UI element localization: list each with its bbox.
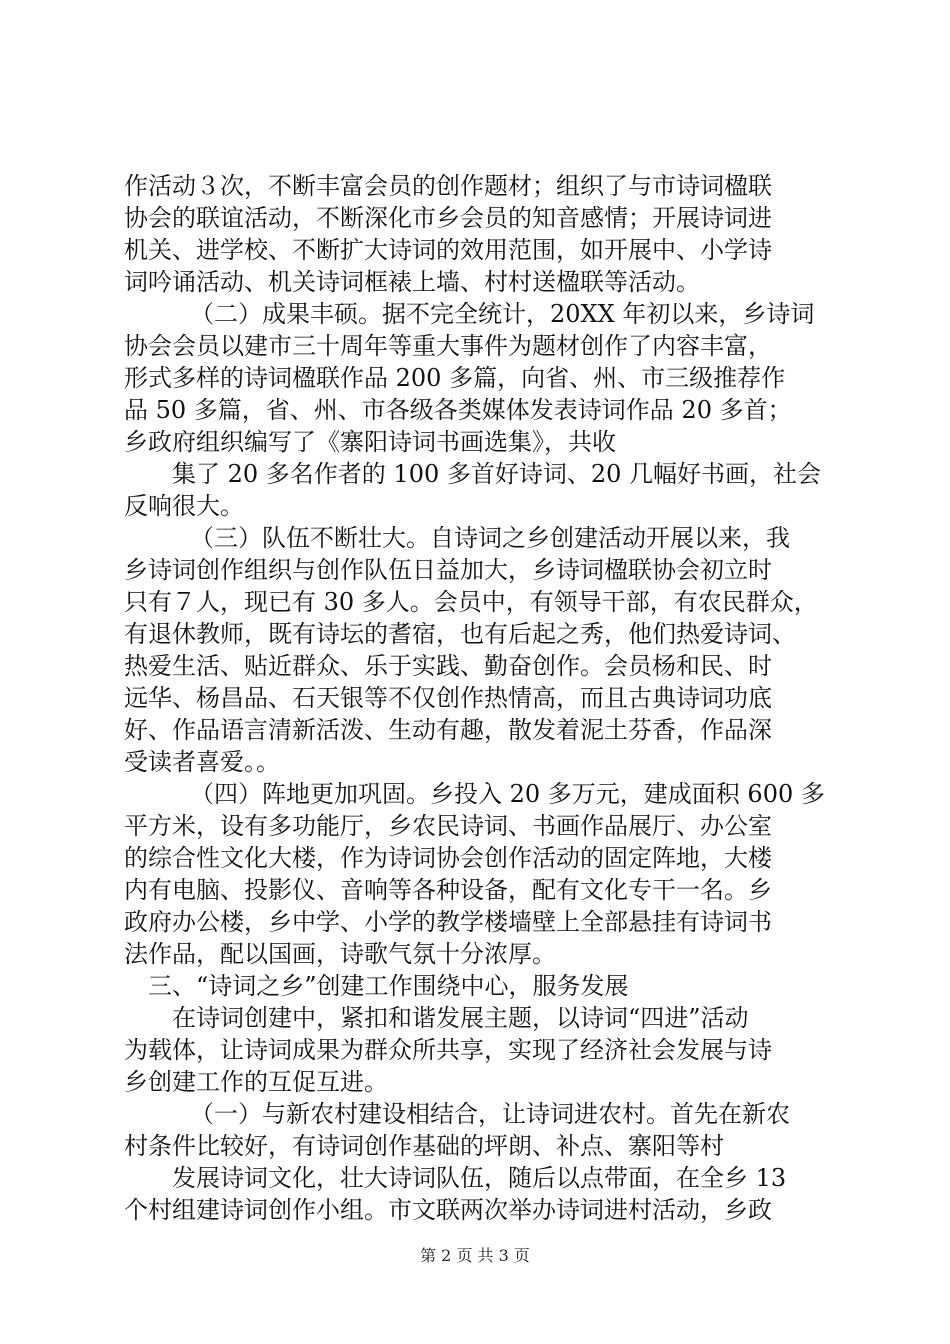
text-line: 为载体，让诗词成果为群众所共享，实现了经济社会发展与诗 [124,1036,772,1064]
text-line: 乡诗词创作组织与创作队伍日益加大，乡诗词楹联协会初立时 [124,556,772,584]
text-line: 个村组建诗词创作小组。市文联两次举办诗词进村活动，乡政 [124,1196,772,1224]
text-line: （二）成果丰硕。据不完全统计，20XX 年初以来，乡诗词 [190,300,815,328]
text-line: 机关、进学校、不断扩大诗词的效用范围，如开展中、小学诗 [124,236,772,264]
text-line: 协会会员以建市三十周年等重大事件为题材创作了内容丰富， [124,332,772,360]
text-line: 平方米，设有多功能厅，乡农民诗词、书画作品展厅、办公室 [124,812,772,840]
text-line: 品 50 多篇，省、州、市各级各类媒体发表诗词作品 20 多首； [124,396,792,424]
text-line: （三）队伍不断壮大。自诗词之乡创建活动开展以来，我 [190,524,790,552]
document-body [124,170,834,1226]
text-line: 法作品，配以国画，诗歌气氛十分浓厚。 [124,940,556,968]
text-line: 作活动３次，不断丰富会员的创作题材；组织了与市诗词楹联 [124,172,772,200]
text-line: 集了 20 多名作者的 100 多首好诗词、20 几幅好书画，社会 [172,460,822,488]
text-line: （一）与新农村建设相结合，让诗词进农村。首先在新农 [190,1100,790,1128]
text-line: （四）阵地更加巩固。乡投入 20 多万元，建成面积 600 多 [190,780,825,808]
text-line: 在诗词创建中，紧扣和谐发展主题，以诗词“四进”活动 [172,1004,749,1032]
text-line: 乡创建工作的互促互进。 [124,1068,388,1096]
text-line: 的综合性文化大楼，作为诗词协会创作活动的固定阵地，大楼 [124,844,772,872]
page-footer: 第 2 页 共 3 页 [420,1246,530,1265]
text-line: 受读者喜爱。。 [124,748,280,776]
text-line: 形式多样的诗词楹联作品 200 多篇，向省、州、市三级推荐作 [124,364,786,392]
text-line: 三、“诗词之乡”创建工作围绕中心，服务发展 [148,972,629,1000]
text-line: 协会的联谊活动，不断深化市乡会员的知音感情；开展诗词进 [124,204,772,232]
text-line: 发展诗词文化，壮大诗词队伍，随后以点带面，在全乡 13 [172,1164,787,1192]
text-line: 远华、杨昌品、石天银等不仅创作热情高，而且古典诗词功底 [124,684,772,712]
text-line: 热爱生活、贴近群众、乐于实践、勤奋创作。会员杨和民、时 [124,652,772,680]
text-line: 乡政府组织编写了《寨阳诗词书画选集》，共收 [124,428,616,456]
text-line: 反响很大。 [124,492,244,520]
text-line: 只有７人，现已有 30 多人。会员中，有领导干部，有农民群众， [124,588,818,616]
text-line: 词吟诵活动、机关诗词框裱上墙、村村送楹联等活动。 [124,268,700,296]
text-line: 好、作品语言清新活泼、生动有趣，散发着泥土芬香，作品深 [124,716,772,744]
text-line: 有退休教师，既有诗坛的耆宿，也有后起之秀，他们热爱诗词、 [124,620,796,648]
text-line: 村条件比较好，有诗词创作基础的坪朗、补点、寨阳等村 [124,1132,724,1160]
text-line: 内有电脑、投影仪、音响等各种设备，配有文化专干一名。乡 [124,876,772,904]
text-line: 政府办公楼，乡中学、小学的教学楼墙壁上全部悬挂有诗词书 [124,908,772,936]
